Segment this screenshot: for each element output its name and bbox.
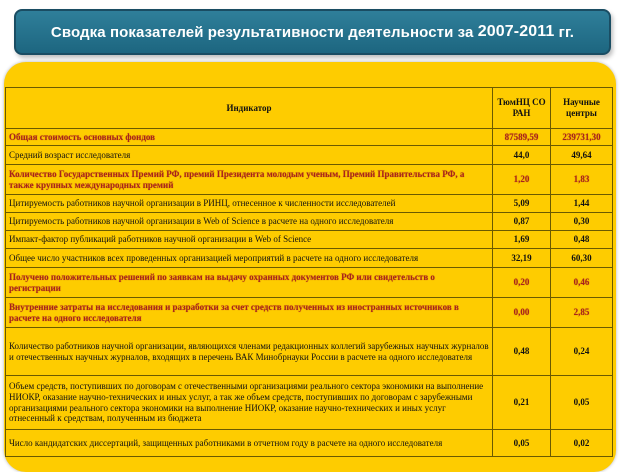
centers-value-cell: 239731,30 — [551, 129, 613, 146]
header-centers: Научные центры — [551, 88, 613, 129]
table-row — [6, 146, 613, 165]
indicator-cell: Средний возраст исследователя — [6, 146, 493, 165]
title-main: Сводка показателей результативности деятельности за — [50, 23, 474, 41]
tyumnc-value-cell: 0,00 — [493, 298, 551, 328]
centers-value-cell: 49,64 — [551, 146, 613, 165]
page-title — [14, 9, 611, 55]
indicator-cell: Объем средств, поступивших по договорам с отечественными организациями реального сектора экономики на выполнение НИОКР, оказание научно-технических и иных услуг, а так же объем средств, поступивших по договорам с зарубежными организациями реального сектора экономики на выполнение НИОКР, оказание научно-технических и иных услуг отнесенный к средствам, полученным из бюджета — [6, 376, 493, 430]
indicator-cell: Цитируемость работников научной организации в Web of Science в расчете на одного исследователя — [6, 213, 493, 231]
centers-value-cell: 0,30 — [551, 213, 613, 231]
table-row — [6, 376, 613, 430]
tyumnc-value-cell: 87589,59 — [493, 129, 551, 146]
title-years: 2007-2011 — [477, 23, 555, 40]
table-row — [6, 249, 613, 268]
indicator-cell: Общее число участников всех проведенных организацией мероприятий в расчете на одного исследователя — [6, 249, 493, 268]
indicator-cell: Количество Государственных Премий РФ, премий Президента молодым ученым, Премий Правительства РФ, а также крупных международных премий — [6, 165, 493, 195]
table-row — [6, 298, 613, 328]
table-row — [6, 129, 613, 146]
tyumnc-value-cell: 32,19 — [493, 249, 551, 268]
header-indicator: Индикатор — [6, 88, 493, 129]
tyumnc-value-cell: 44,0 — [493, 146, 551, 165]
tyumnc-value-cell: 0,87 — [493, 213, 551, 231]
tyumnc-value-cell: 0,48 — [493, 328, 551, 376]
table-row — [6, 165, 613, 195]
indicators-table — [5, 87, 613, 457]
centers-value-cell: 60,30 — [551, 249, 613, 268]
centers-value-cell: 0,02 — [551, 430, 613, 457]
indicator-cell: Внутренние затраты на исследования и разработки за счет средств полученных из иностранных источников в расчете на одного исследователя — [6, 298, 493, 328]
tyumnc-value-cell: 0,05 — [493, 430, 551, 457]
table-row — [6, 231, 613, 249]
indicator-cell: Цитируемость работников научной организации в РИНЦ, отнесенное к численности исследователей — [6, 195, 493, 213]
indicator-cell: Получено положительных решений по заявкам на выдачу охранных документов РФ или свидетельств о регистрации — [6, 268, 493, 298]
centers-value-cell: 0,48 — [551, 231, 613, 249]
indicator-cell: Общая стоимость основных фондов — [6, 129, 493, 146]
tyumnc-value-cell: 1,69 — [493, 231, 551, 249]
title-suffix: гг. — [558, 23, 575, 41]
centers-value-cell: 1,44 — [551, 195, 613, 213]
header-tyumnc: ТюмНЦ СО РАН — [493, 88, 551, 129]
indicator-cell: Импакт-фактор публикаций работников научной организации в Web of Science — [6, 231, 493, 249]
centers-value-cell: 1,83 — [551, 165, 613, 195]
tyumnc-value-cell: 1,20 — [493, 165, 551, 195]
centers-value-cell: 0,24 — [551, 328, 613, 376]
table-header-row — [6, 88, 613, 129]
centers-value-cell: 0,46 — [551, 268, 613, 298]
tyumnc-value-cell: 0,20 — [493, 268, 551, 298]
indicator-cell: Количество работников научной организации, являющихся членами редакционных коллегий зарубежных научных журналов и отечественных научных журналов, входящих в перечень ВАК Минобрнауки России в расчете на одного исследователя — [6, 328, 493, 376]
tyumnc-value-cell: 0,21 — [493, 376, 551, 430]
indicator-cell: Число кандидатских диссертаций, защищенных работниками в отчетном году в расчете на одного исследователя — [6, 430, 493, 457]
centers-value-cell: 0,05 — [551, 376, 613, 430]
tyumnc-value-cell: 5,09 — [493, 195, 551, 213]
table-row — [6, 268, 613, 298]
table-row — [6, 430, 613, 457]
table-row — [6, 195, 613, 213]
table-row — [6, 213, 613, 231]
centers-value-cell: 2,85 — [551, 298, 613, 328]
table-row — [6, 328, 613, 376]
